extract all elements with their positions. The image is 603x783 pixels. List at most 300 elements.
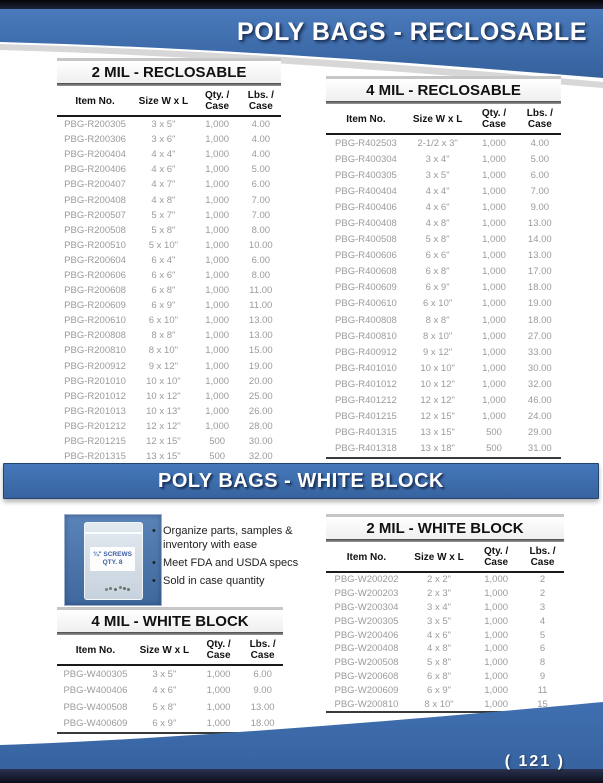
table-cell: 4 x 8"	[427, 643, 452, 655]
page-title-white-block: POLY BAGS - WHITE BLOCK	[158, 469, 444, 492]
table-row	[326, 296, 561, 312]
table-cell: 1,000	[205, 360, 230, 372]
table-cell: PBG-R201012	[64, 390, 126, 402]
table-cell: 3 x 4"	[427, 601, 452, 613]
table-cell: 1,000	[206, 668, 231, 680]
table-cell: PBG-R200406	[64, 164, 126, 176]
table-row	[326, 328, 561, 344]
table-cell: 4 x 4"	[425, 185, 450, 197]
table-cell: 1,000	[482, 298, 506, 310]
table-cell: 18.00	[527, 282, 552, 294]
table-cell: 6 x 4"	[151, 254, 176, 266]
table-body	[326, 573, 564, 713]
table-cell: 19.00	[248, 360, 273, 372]
table-cell: 1,000	[482, 362, 506, 374]
table-row	[57, 117, 281, 132]
table-cell: 6.00	[253, 668, 272, 680]
table-row	[326, 360, 561, 376]
table-cell: 8 x 8"	[425, 314, 450, 326]
table-cell: 6 x 9"	[425, 282, 450, 294]
table-cell: 4 x 7"	[151, 179, 176, 191]
table-cell: PBG-R200306	[64, 134, 126, 146]
table-cell: 6	[539, 643, 546, 655]
table-cell: 31.00	[527, 443, 552, 455]
table-cell: 13.00	[527, 250, 552, 262]
table-cell: PBG-R400606	[335, 250, 397, 262]
table-row	[57, 268, 281, 283]
table-cell: 24.00	[527, 411, 552, 423]
table-cell: 3 x 5"	[425, 169, 450, 181]
page-number: ( 121 )	[504, 753, 565, 770]
table-title: 4 MIL - RECLOSABLE	[326, 76, 561, 101]
table-row	[326, 441, 561, 459]
table-cell: 1,000	[205, 285, 230, 297]
table-cell: 11.00	[249, 300, 273, 312]
col-item-no: Item No.	[346, 113, 386, 125]
table-row	[57, 192, 281, 207]
table-cell: 32.00	[527, 378, 552, 390]
col-qty-case: Qty. / Case	[484, 546, 509, 568]
table-cell: 1,000	[482, 201, 506, 213]
table-cell: PBG-W200203	[334, 588, 399, 600]
table-cell: 1,000	[482, 314, 506, 326]
table-cell: PBG-R400610	[335, 298, 397, 310]
table-cell: 1,000	[205, 300, 230, 312]
table-cell: PBG-W200202	[334, 574, 399, 586]
table-cell: PBG-R200608	[64, 285, 126, 297]
table-cell: 1,000	[205, 119, 230, 131]
table-cell: 3 x 5"	[152, 668, 177, 680]
table-cell: PBG-W200304	[334, 601, 399, 613]
table-cell: 14.00	[527, 234, 552, 246]
table-cell: 4 x 8"	[151, 194, 176, 206]
table-cell: 1,000	[205, 390, 230, 402]
table-cell: 6 x 9"	[151, 300, 176, 312]
table-column-headers	[326, 104, 561, 135]
table-cell: 500	[486, 427, 502, 439]
table-cell: 500	[209, 451, 226, 463]
table-cell: 1,000	[205, 164, 230, 176]
table-cell: 2	[539, 588, 546, 600]
table-cell: 6 x 8"	[425, 266, 450, 278]
table-cell: 1,000	[205, 269, 230, 281]
table-cell: PBG-R201215	[64, 436, 126, 448]
table-cell: 1,000	[482, 378, 506, 390]
table-cell: PBG-R400305	[335, 169, 397, 181]
table-cell: 1,000	[205, 330, 230, 342]
table-row	[57, 666, 283, 683]
table-cell: 12 x 15"	[420, 411, 455, 423]
bag-label-line2: QTY. 8	[102, 559, 123, 566]
table-cell: 1,000	[205, 194, 230, 206]
col-item-no: Item No.	[75, 644, 116, 656]
table-cell: PBG-W200608	[334, 670, 399, 682]
table-cell: 1,000	[205, 405, 230, 417]
table-cell: 30.00	[527, 362, 552, 374]
table-cell: PBG-R201013	[64, 405, 126, 417]
table-cell: 17.00	[527, 266, 552, 278]
table-cell: 1,000	[482, 218, 506, 230]
table-cell: 33.00	[527, 346, 552, 358]
table-cell: 8 x 10"	[424, 698, 454, 710]
table-cell: 1,000	[205, 315, 230, 327]
table-cell: PBG-R401010	[335, 362, 397, 374]
bag-label	[90, 547, 135, 571]
col-size: Size W x L	[139, 644, 190, 656]
table-cell: 1,000	[206, 685, 231, 697]
col-lbs-case: Lbs. / Case	[529, 546, 556, 568]
table-cell: 4 x 8"	[425, 218, 450, 230]
table-cell: 5 x 7"	[151, 209, 176, 221]
table-cell: 500	[486, 443, 502, 455]
table-cell: 6 x 8"	[151, 285, 176, 297]
table-cell: PBG-W200408	[334, 643, 399, 655]
table-cell: 9 x 12"	[422, 346, 453, 358]
table-cell: 2 x 2"	[427, 574, 452, 586]
table-cell: PBG-R200610	[64, 315, 126, 327]
table-row	[57, 253, 281, 268]
table-cell: 3 x 5"	[151, 119, 176, 131]
table-cell: 8 x 10"	[422, 330, 453, 342]
table-row	[326, 167, 561, 183]
table-cell: 12 x 12"	[146, 420, 181, 432]
table-cell: PBG-R200305	[64, 119, 126, 131]
table-cell: 18.00	[527, 314, 552, 326]
table-cell: 1,000	[205, 239, 230, 251]
table-cell: 1,000	[205, 149, 230, 161]
table-title: 2 MIL - WHITE BLOCK	[326, 514, 564, 539]
table-cell: 6.00	[530, 169, 550, 181]
table-cell: 13.00	[250, 701, 275, 713]
table-cell: PBG-R401012	[335, 378, 397, 390]
banner-white-block	[3, 463, 599, 499]
table-row	[57, 208, 281, 223]
table-cell: 4.00	[251, 149, 271, 161]
table-row	[57, 132, 281, 147]
table-row	[326, 393, 561, 409]
table-cell: 5 x 8"	[427, 657, 452, 669]
table-cell: 1,000	[205, 375, 230, 387]
table-cell: 12 x 15"	[146, 436, 181, 448]
table-cell: 1,000	[484, 670, 509, 682]
table-cell: 8 x 10"	[148, 345, 179, 357]
table-cell: PBG-R400609	[335, 282, 397, 294]
table-cell: 6 x 10"	[422, 298, 453, 310]
table-cell: 6 x 6"	[425, 250, 450, 262]
table-row	[326, 642, 564, 656]
table-column-headers	[57, 635, 283, 666]
table-cell: 3	[539, 601, 546, 613]
table-cell: 3 x 5"	[427, 615, 452, 627]
table-cell: 5 x 8"	[152, 701, 177, 713]
table-body	[57, 117, 281, 466]
col-size: Size W x L	[414, 551, 464, 563]
table-row	[326, 409, 561, 425]
table-cell: PBG-R401212	[335, 395, 397, 407]
table-row	[57, 223, 281, 238]
table-cell: 8.00	[251, 224, 271, 236]
bag-label-line1: ¾" SCREWS	[93, 551, 132, 558]
table-cell: 12 x 12"	[420, 395, 455, 407]
table-cell: PBG-R200604	[64, 254, 126, 266]
table-cell: PBG-R401318	[335, 443, 397, 455]
table-row	[57, 359, 281, 374]
feature-bullet-list	[152, 524, 324, 592]
feature-bullet	[152, 524, 324, 552]
col-lbs-case: Lbs. / Case	[526, 108, 553, 130]
table-body	[326, 135, 561, 459]
table-cell: 2	[539, 574, 546, 586]
table-cell: PBG-R201010	[64, 375, 126, 387]
table-cell: 1,000	[482, 185, 506, 197]
table-row	[57, 374, 281, 389]
table-cell: 7.00	[251, 209, 271, 221]
table-cell: 15	[537, 698, 548, 710]
table-cell: PBG-R200510	[64, 239, 126, 251]
table-cell: 11	[537, 684, 548, 696]
table-title: 2 MIL - RECLOSABLE	[57, 58, 281, 83]
table-cell: 1,000	[205, 134, 230, 146]
table-cell: 1,000	[482, 153, 506, 165]
table-cell: 1,000	[484, 684, 509, 696]
table-row	[326, 183, 561, 199]
table-cell: 13 x 15"	[146, 451, 181, 463]
table-cell: 10 x 12"	[420, 378, 455, 390]
bullet-dot: •	[152, 557, 156, 569]
bullet-dot: •	[152, 575, 156, 587]
table-cell: 26.00	[248, 405, 273, 417]
bullet-text: Meet FDA and USDA specs	[163, 557, 299, 569]
table-cell: 10 x 10"	[146, 375, 181, 387]
table-cell: PBG-R401315	[335, 427, 397, 439]
table-row	[326, 628, 564, 642]
table-row	[57, 419, 281, 434]
table-cell: PBG-R400808	[335, 314, 397, 326]
table-cell: 10.00	[248, 239, 273, 251]
table-row	[57, 238, 281, 253]
table-row	[57, 177, 281, 192]
table-cell: 10 x 13"	[146, 405, 181, 417]
table-cell: 8.00	[251, 269, 271, 281]
table-cell: PBG-R200404	[64, 149, 126, 161]
table-cell: PBG-R400608	[335, 266, 397, 278]
bag-zip-seal	[85, 532, 142, 534]
table-cell: PBG-R400508	[335, 234, 397, 246]
page-title-reclosable: POLY BAGS - RECLOSABLE	[237, 18, 587, 46]
table-cell: 1,000	[205, 420, 230, 432]
table-cell: 3 x 4"	[425, 153, 450, 165]
table-2mil-reclosable	[57, 58, 281, 466]
table-cell: 1,000	[482, 282, 506, 294]
table-row	[326, 135, 561, 151]
table-cell: 6 x 6"	[151, 269, 176, 281]
table-cell: 1,000	[482, 411, 506, 423]
table-cell: 4 x 4"	[151, 149, 176, 161]
table-cell: 6.00	[251, 179, 271, 191]
table-cell: 5 x 8"	[151, 224, 176, 236]
table-cell: PBG-R401215	[335, 411, 397, 423]
table-row	[326, 587, 564, 601]
table-row	[326, 248, 561, 264]
col-lbs-case: Lbs. / Case	[249, 639, 276, 661]
table-row	[326, 376, 561, 392]
table-title: 4 MIL - WHITE BLOCK	[57, 607, 283, 632]
table-4mil-reclosable	[326, 76, 561, 459]
table-cell: 1,000	[484, 629, 509, 641]
col-item-no: Item No.	[75, 95, 115, 107]
table-row	[326, 264, 561, 280]
table-cell: 1,000	[205, 224, 230, 236]
table-row	[57, 298, 281, 313]
table-cell: 1,000	[482, 330, 506, 342]
table-cell: 4	[539, 615, 546, 627]
table-cell: 1,000	[482, 346, 506, 358]
table-row	[326, 614, 564, 628]
table-cell: 4 x 6"	[152, 685, 177, 697]
feature-bullet	[152, 556, 324, 570]
table-cell: PBG-W400406	[63, 685, 128, 697]
table-row	[57, 147, 281, 162]
table-cell: 11.00	[249, 285, 273, 297]
table-cell: 1,000	[482, 250, 506, 262]
bullet-text: Organize parts, samples & inventory with ease	[163, 525, 293, 551]
table-column-headers	[326, 542, 564, 573]
table-cell: 30.00	[248, 436, 273, 448]
col-qty-case: Qty. / Case	[205, 90, 230, 112]
table-cell: 13.00	[248, 330, 273, 342]
col-size: Size W x L	[138, 95, 189, 107]
table-cell: PBG-R200508	[64, 224, 126, 236]
table-cell: 1,000	[205, 345, 230, 357]
table-cell: PBG-R400304	[335, 153, 397, 165]
table-row	[326, 656, 564, 670]
table-cell: PBG-W200508	[334, 657, 399, 669]
table-cell: 5.00	[251, 164, 271, 176]
table-row	[57, 404, 281, 419]
col-size: Size W x L	[412, 113, 463, 125]
table-cell: PBG-W200406	[334, 629, 399, 641]
table-cell: 5 x 10"	[148, 239, 179, 251]
table-cell: 6 x 10"	[148, 315, 179, 327]
table-cell: 4 x 6"	[425, 201, 450, 213]
table-cell: PBG-R200606	[64, 269, 126, 281]
table-cell: PBG-R400810	[335, 330, 397, 342]
table-cell: 18.00	[250, 718, 275, 730]
table-cell: 20.00	[248, 375, 273, 387]
table-cell: 15.00	[248, 345, 273, 357]
table-cell: 6 x 9"	[152, 718, 177, 730]
table-cell: 6 x 8"	[427, 670, 452, 682]
table-cell: 32.00	[248, 451, 273, 463]
table-cell: PBG-R201315	[64, 451, 126, 463]
table-row	[326, 215, 561, 231]
table-cell: 8 x 8"	[151, 330, 176, 342]
table-cell: 9.00	[530, 201, 550, 213]
table-cell: 3 x 6"	[151, 134, 176, 146]
table-row	[57, 343, 281, 358]
table-cell: 5 x 8"	[425, 234, 450, 246]
table-cell: 1,000	[484, 601, 509, 613]
table-cell: 9.00	[253, 685, 272, 697]
table-cell: PBG-R400406	[335, 201, 397, 213]
table-2mil-white-block	[326, 514, 564, 713]
table-column-headers	[57, 86, 281, 117]
table-cell: PBG-R200808	[64, 330, 126, 342]
table-row	[326, 670, 564, 684]
table-cell: 5.00	[530, 153, 550, 165]
table-cell: PBG-R200609	[64, 300, 126, 312]
table-cell: 6 x 9"	[427, 684, 452, 696]
table-cell: PBG-W400508	[63, 701, 128, 713]
table-row	[326, 573, 564, 587]
table-cell: 13 x 18"	[420, 443, 455, 455]
table-cell: 6.00	[251, 254, 271, 266]
table-row	[57, 328, 281, 343]
table-cell: 7.00	[530, 185, 550, 197]
table-cell: 8	[539, 657, 546, 669]
table-cell: PBG-R200810	[64, 345, 126, 357]
table-cell: 1,000	[482, 137, 506, 149]
table-row	[326, 344, 561, 360]
table-cell: 1,000	[484, 698, 509, 710]
table-cell: PBG-R200407	[64, 179, 126, 191]
table-cell: PBG-W400609	[63, 718, 128, 730]
product-photo	[64, 514, 162, 606]
col-qty-case: Qty. / Case	[206, 639, 231, 661]
table-row	[57, 389, 281, 404]
table-cell: PBG-R400912	[335, 346, 397, 358]
table-cell: PBG-R400408	[335, 218, 397, 230]
col-qty-case: Qty. / Case	[481, 108, 507, 130]
table-cell: 28.00	[248, 420, 273, 432]
table-cell: 1,000	[206, 701, 231, 713]
table-row	[326, 199, 561, 215]
screws-in-bag	[109, 587, 112, 590]
table-cell: PBG-R200912	[64, 360, 126, 372]
table-row	[57, 313, 281, 328]
table-cell: 4 x 6"	[427, 629, 452, 641]
table-cell: 1,000	[482, 266, 506, 278]
table-row	[57, 283, 281, 298]
table-cell: 1,000	[484, 615, 509, 627]
table-cell: PBG-R200408	[64, 194, 126, 206]
bullet-dot: •	[152, 525, 156, 537]
feature-bullet	[152, 574, 324, 588]
poly-bag-image	[84, 522, 143, 600]
table-cell: 9 x 12"	[148, 360, 179, 372]
table-cell: 5	[539, 629, 546, 641]
table-cell: 25.00	[248, 390, 273, 402]
table-row	[326, 601, 564, 615]
table-cell: 1,000	[482, 169, 506, 181]
table-cell: 46.00	[527, 395, 552, 407]
table-cell: PBG-W200609	[334, 684, 399, 696]
table-cell: 1,000	[484, 574, 509, 586]
col-item-no: Item No.	[346, 551, 387, 563]
table-cell: 1,000	[484, 588, 509, 600]
table-row	[326, 280, 561, 296]
table-cell: 2 x 3"	[427, 588, 452, 600]
table-row	[57, 434, 281, 449]
table-cell: 13.00	[248, 315, 273, 327]
table-cell: PBG-R400404	[335, 185, 397, 197]
table-cell: 1,000	[206, 718, 231, 730]
table-cell: 1,000	[205, 179, 230, 191]
table-cell: 7.00	[251, 194, 271, 206]
table-row	[326, 425, 561, 441]
table-cell: PBG-W200810	[334, 698, 399, 710]
table-cell: 10 x 12"	[146, 390, 181, 402]
